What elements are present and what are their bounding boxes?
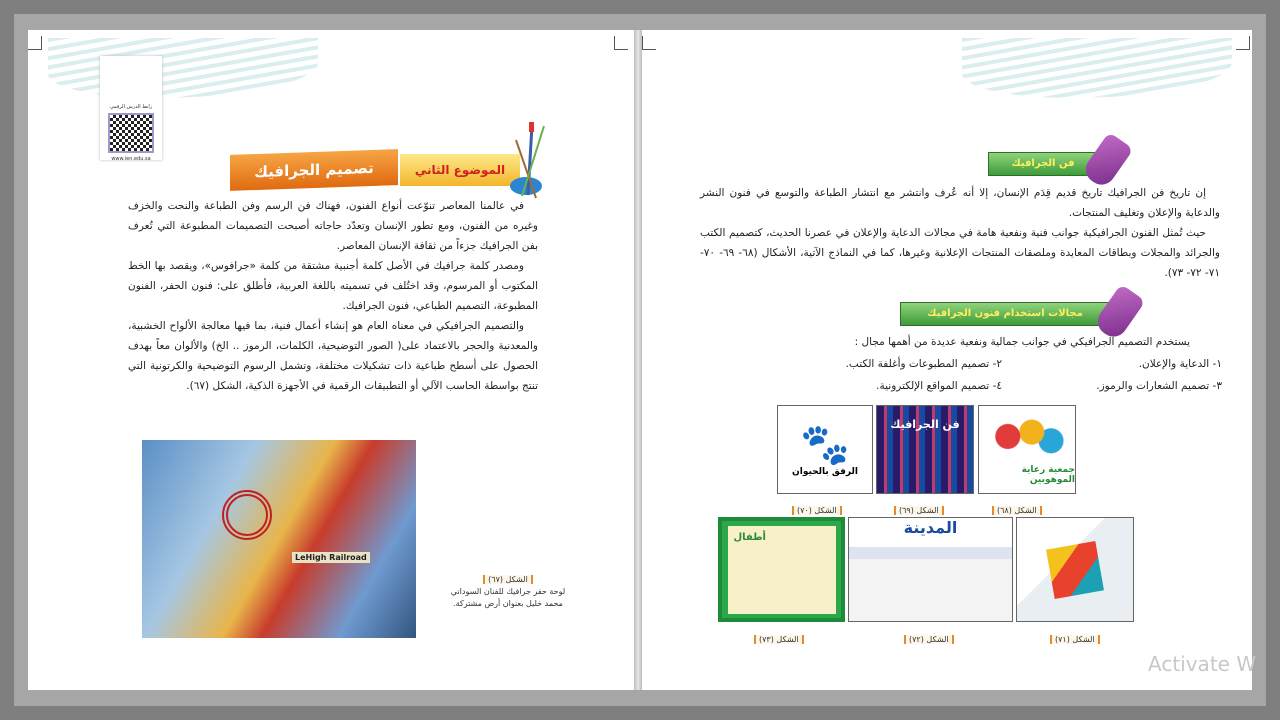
paragraph: حيث تُمثل الفنون الجرافيكية جوانب فنية ونفعية هامة في مجالات الدعاية والإعلان في عصرنا الحديث، كتصميم الكتب والجرائد والمجلات وبطاقات المعايدة وملصقات المنتجات الإعلانية وغيرها، كما في النماذج الآتية، الأشكال (٦٨- ٦٩- ٧٠- ٧١- ٧٢- ٧٣). [700, 227, 1220, 279]
caption-line: لوحة حفر جرافيك للفنان السوداني [450, 587, 566, 596]
paw-icon: 🐾 [800, 421, 850, 468]
qr-url: www.ien.edu.sa [111, 156, 151, 162]
book-gutter [634, 30, 642, 690]
qr-code-icon [108, 113, 154, 153]
paragraph: إن تاريخ فن الجرافيك تاريخ قديم قِدَم الإنسان، إلا أنه عُرف وانتشر مع انتشار الطباعة والتوسع في فنون النشر والدعاية والإعلان وتغليف المنتجات. [700, 187, 1220, 219]
qr-label: رابط الدرس الرقمي [109, 104, 153, 110]
figure-67-artwork [142, 440, 416, 638]
crop-mark [642, 36, 656, 50]
figure-tag: الشكل (٦٩) [894, 506, 944, 515]
use-item: ١- الدعاية والإعلان. [1138, 358, 1222, 370]
paragraph: في عالمنا المعاصر تنوّعت أنواع الفنون، فهناك فن الرسم وفن الطباعة والنحت والخزف وغيره من الفنون، ومع تطور الإنسان وتعدّد حاجاته أصبحت التصميمات المطبوعة التي تُعرف بفن الجرافيك جزءاً من ثقافة الإنسان المعاصر. [128, 200, 538, 252]
figure-text: أطفال [733, 531, 766, 543]
decorative-wave [48, 38, 318, 98]
figure-tag: الشكل (٦٧) [483, 575, 533, 584]
figure-tag: الشكل (٧٣) [754, 635, 804, 644]
lesson-title: تصميم الجرافيك [230, 149, 398, 191]
paint-brushes-icon [508, 120, 548, 200]
figure-caption [992, 498, 1042, 517]
figure-text: المدينة [903, 518, 958, 537]
os-activation-watermark: Activate W [1148, 652, 1257, 676]
figure-caption [1050, 627, 1100, 646]
figure-caption [904, 627, 954, 646]
use-item: ٤- تصميم المواقع الإلكترونية. [876, 380, 1002, 392]
section1-body [700, 183, 1220, 283]
figure-caption [754, 627, 804, 646]
design-shape [1046, 541, 1104, 599]
paragraph: والتصميم الجرافيكي في معناه العام هو إنشاء أعمال فنية، بما فيها معالجة الألواح الخشبية، والمعدنية والحجر بالاعتماد على( الصور التوضيحية، الكلمات، الرموز .. الخ) والألوان معاً بهدف الحصول على أسطح طباعية ذات تشكيلات مختلفة، وتشمل الرسوم التوضيحية والكرتونية التي تنتج بواسطة الحاسب الآلي أو التطبيقات الرقمية في الأجهزة الذكية، الشكل (٦٧). [128, 320, 538, 392]
section-title-graphic-art: فن الجرافيك [988, 152, 1098, 176]
left-page [28, 30, 634, 690]
crop-mark [614, 36, 628, 50]
figure-text: الرفق بالحيوان [792, 466, 858, 477]
use-item: ٢- تصميم المطبوعات وأغلفة الكتب. [845, 358, 1002, 370]
figure-73-book-cover [718, 517, 845, 622]
figure-caption [792, 498, 842, 517]
figure-text: فن الجرافيك [890, 418, 960, 431]
figure-69-poster [876, 405, 974, 494]
paragraph: ومصدر كلمة جرافيك في الأصل كلمة أجنبية مشتقة من كلمة «جرافوس»، ويقصد بها الخط المكتوب أو المرسوم، وقد اختُلف في تسميته باللغة العربية، فأطلق على: فنون الحفر، الفنون المطبوعة، التصميم الطباعي، فنون الجرافيك. [128, 260, 538, 312]
figure-text: جمعية رعاية الموهوبين [1021, 465, 1075, 485]
figure-caption [894, 498, 944, 517]
figure-71-design [1016, 517, 1134, 622]
qr-code-card[interactable] [100, 56, 162, 160]
use-item: ٣- تصميم الشعارات والرموز. [1096, 380, 1222, 392]
figure-tag: الشكل (٧٢) [904, 635, 954, 644]
artwork-circle [222, 490, 272, 540]
decorative-wave [962, 38, 1232, 98]
figure-tag: الشكل (٧١) [1050, 635, 1100, 644]
crop-mark [28, 36, 42, 50]
figure-68-logo [978, 405, 1076, 494]
lesson-body [128, 196, 538, 396]
figure-67-caption [423, 575, 593, 608]
artwork-text: LeHigh Railroad [292, 552, 370, 563]
caption-line: محمد خليل بعنوان أرض مشتركة. [453, 599, 563, 608]
right-page [642, 30, 1252, 690]
crop-mark [1236, 36, 1250, 50]
figure-70-poster [777, 405, 873, 494]
section-title-uses: مجالات استخدام فنون الجرافيك [900, 302, 1110, 326]
topic-label: الموضوع الثاني [400, 154, 520, 186]
paint-tube-icon [1080, 132, 1133, 190]
figure-72-newspaper [848, 517, 1013, 622]
cover-inner [728, 526, 836, 614]
section2-intro: يستخدم التصميم الجرافيكي في جوانب جمالية ونفعية عديدة من أهمها مجال : [854, 336, 1190, 348]
figure-tag: الشكل (٧٠) [792, 506, 842, 515]
figure-tag: الشكل (٦٨) [992, 506, 1042, 515]
